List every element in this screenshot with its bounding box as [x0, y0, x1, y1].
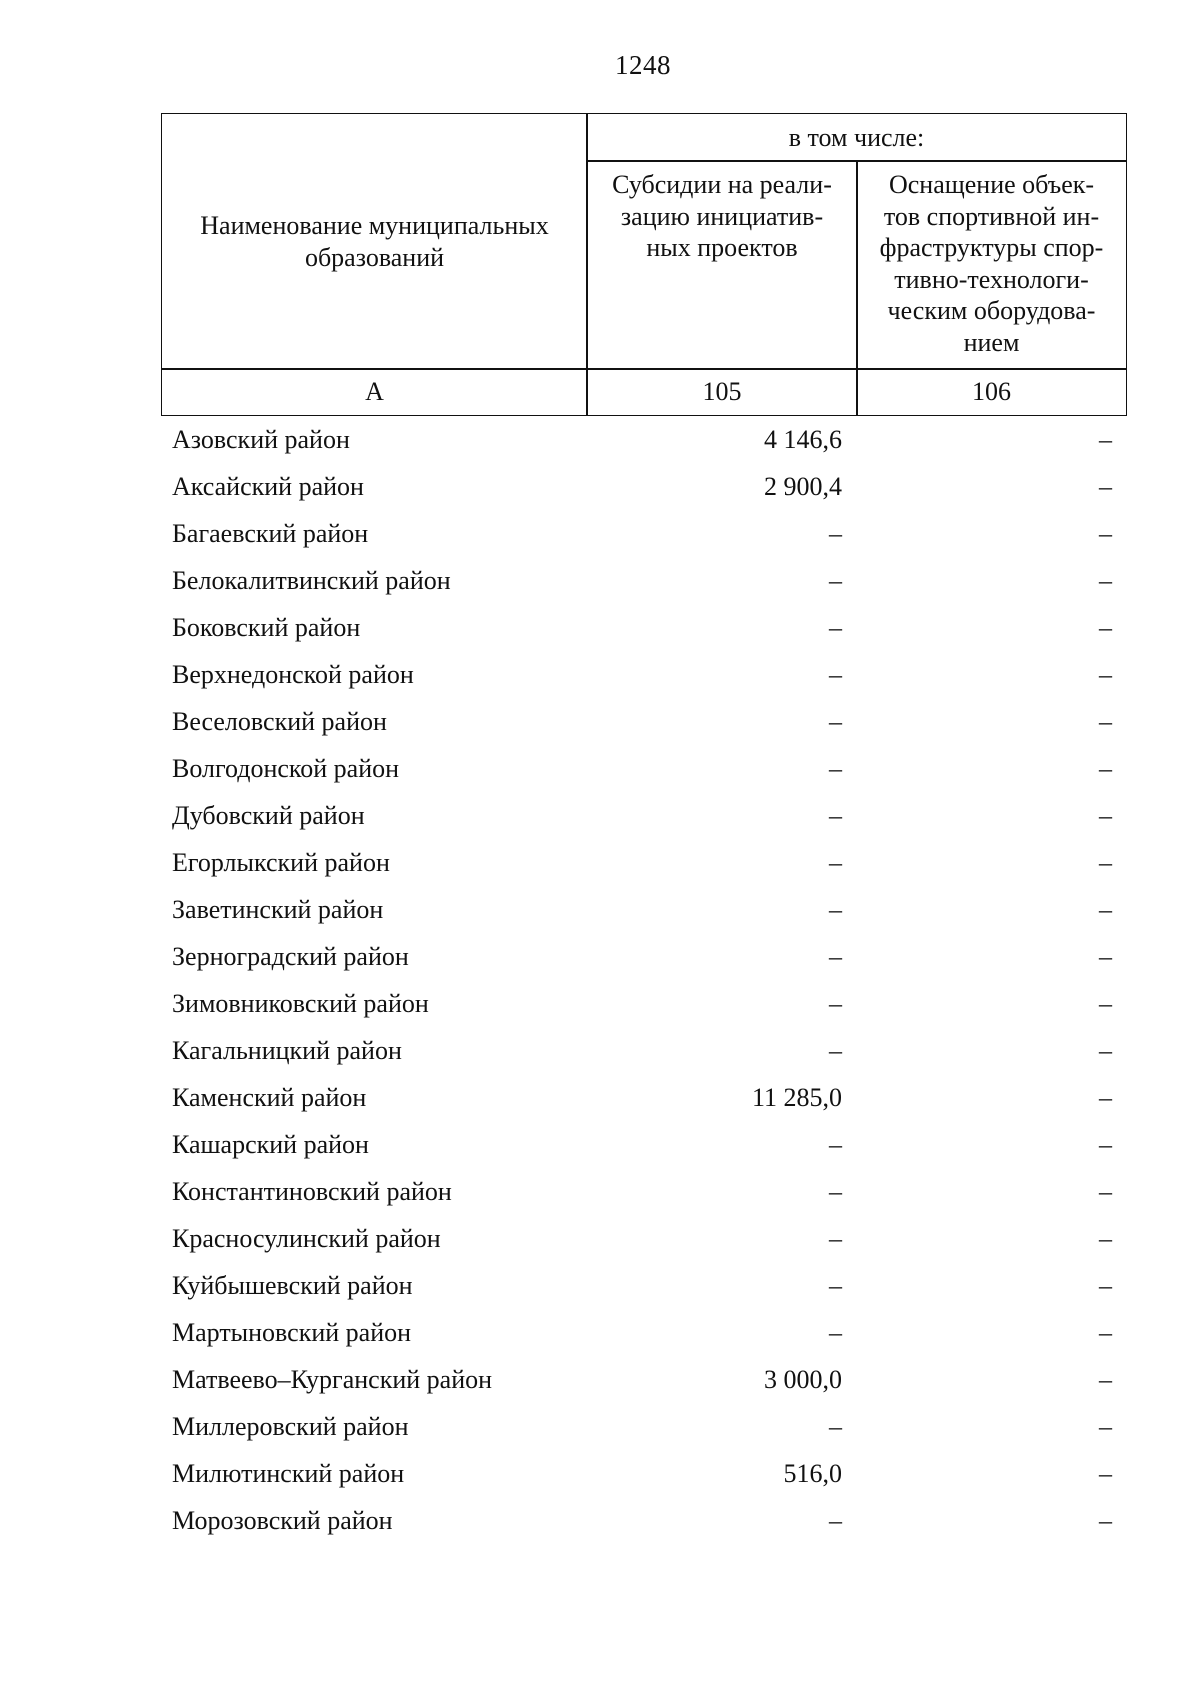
- header-letter-a-label: А: [365, 377, 384, 407]
- row-value-105: 3 000,0: [764, 1365, 842, 1394]
- row-value-105: –: [829, 1224, 842, 1253]
- header-col105-title-line: ных проектов: [646, 233, 798, 262]
- header-column-number-105: [587, 369, 857, 415]
- table-row: [161, 745, 1127, 792]
- row-value-105: –: [829, 754, 842, 783]
- row-name: Зерноградский район: [172, 942, 409, 971]
- row-value-105: –: [829, 895, 842, 924]
- table-row: [161, 510, 1127, 557]
- row-value-106: –: [1099, 989, 1112, 1018]
- row-value-105: –: [829, 660, 842, 689]
- row-value-106: –: [1099, 942, 1112, 971]
- row-name: Матвеево–Курганский район: [172, 1365, 493, 1394]
- row-name: Каменский район: [172, 1083, 367, 1112]
- row-name: Волгодонской район: [172, 754, 400, 783]
- row-value-106: –: [1099, 1036, 1112, 1065]
- row-name: Куйбышевский район: [172, 1271, 413, 1300]
- header-col106-title-line: Оснащение объек-: [888, 170, 1095, 199]
- table-row: [161, 1497, 1127, 1544]
- row-value-105: 2 900,4: [764, 472, 842, 501]
- header-col106-title-line: тивно-технологи-: [894, 264, 1089, 294]
- row-value-106: –: [1099, 1365, 1112, 1394]
- row-value-105: –: [829, 566, 842, 595]
- table-row: [161, 463, 1127, 510]
- row-name: Кашарский район: [172, 1130, 369, 1159]
- row-value-106: –: [1099, 754, 1112, 783]
- row-name: Верхнедонской район: [172, 660, 414, 689]
- row-name: Заветинский район: [172, 895, 384, 924]
- table-row: [161, 980, 1127, 1027]
- table-row: [161, 1356, 1127, 1403]
- row-value-105: –: [829, 801, 842, 830]
- table-row: [161, 1309, 1127, 1356]
- row-value-106: –: [1099, 566, 1112, 595]
- header-col106-title: [857, 161, 1126, 369]
- row-name: Егорлыкский район: [172, 848, 390, 877]
- table-row: [161, 416, 1127, 463]
- table-row: [161, 1403, 1127, 1450]
- row-value-106: –: [1099, 1318, 1112, 1347]
- row-value-105: –: [829, 942, 842, 971]
- header-col105-title-line: Субсидии на реали-: [612, 170, 832, 199]
- row-name: Миллеровский район: [172, 1412, 409, 1441]
- header-letter-a: [162, 369, 587, 415]
- row-value-105: –: [829, 1318, 842, 1347]
- row-value-105: –: [829, 1271, 842, 1300]
- table-row: [161, 792, 1127, 839]
- row-name: Белокалитвинский район: [172, 566, 451, 595]
- table-row: [161, 839, 1127, 886]
- table-row: [161, 1121, 1127, 1168]
- row-value-105: –: [829, 519, 842, 548]
- row-name: Константиновский район: [172, 1177, 452, 1206]
- table-row: [161, 557, 1127, 604]
- table-row: [161, 1074, 1127, 1121]
- row-value-105: –: [829, 613, 842, 642]
- row-value-106: –: [1099, 1177, 1112, 1206]
- row-value-105: 516,0: [783, 1459, 842, 1488]
- header-column-number-105-label: 105: [702, 377, 742, 407]
- table-row: [161, 698, 1127, 745]
- row-value-106: –: [1099, 425, 1112, 454]
- table-row: [161, 1027, 1127, 1074]
- header-including-label: в том числе:: [788, 122, 925, 152]
- row-name: Боковский район: [172, 613, 361, 642]
- row-value-105: –: [829, 1130, 842, 1159]
- row-name: Веселовский район: [172, 707, 387, 736]
- header-name-column-label: Наименование муниципальных образований: [200, 211, 549, 272]
- table-row: [161, 1450, 1127, 1497]
- header-column-number-106: [857, 369, 1126, 415]
- table-header: [161, 113, 1127, 416]
- row-name: Аксайский район: [172, 472, 364, 501]
- row-value-105: 4 146,6: [764, 425, 842, 454]
- row-value-106: –: [1099, 660, 1112, 689]
- row-value-106: –: [1099, 1083, 1112, 1112]
- row-value-106: –: [1099, 1130, 1112, 1159]
- table-row: [161, 933, 1127, 980]
- row-name: Морозовский район: [172, 1506, 393, 1535]
- header-column-number-106-label: 106: [972, 377, 1011, 407]
- header-col106-title-line: ческим оборудова-: [887, 296, 1096, 325]
- row-value-106: –: [1099, 613, 1112, 642]
- row-name: Милютинский район: [172, 1459, 405, 1488]
- row-value-105: –: [829, 848, 842, 877]
- row-value-105: –: [829, 707, 842, 736]
- table-row: [161, 1215, 1127, 1262]
- row-value-106: –: [1099, 848, 1112, 877]
- table-row: [161, 1168, 1127, 1215]
- header-col106-title-line: нием: [963, 327, 1020, 357]
- row-value-106: –: [1099, 1459, 1112, 1488]
- header-name-column: [162, 114, 587, 369]
- row-name: Зимовниковский район: [172, 989, 429, 1018]
- table-body: [161, 416, 1127, 1544]
- table-row: [161, 886, 1127, 933]
- row-value-106: –: [1099, 801, 1112, 830]
- row-value-106: –: [1099, 895, 1112, 924]
- row-value-106: –: [1099, 1506, 1112, 1535]
- table-row: [161, 1262, 1127, 1309]
- page-number: 1248: [615, 50, 671, 80]
- row-value-105: 11 285,0: [751, 1083, 842, 1112]
- header-col105-title-line: зацию инициатив-: [620, 201, 824, 231]
- row-value-106: –: [1099, 519, 1112, 548]
- row-name: Дубовский район: [172, 801, 365, 830]
- row-name: Багаевский район: [172, 519, 369, 548]
- header-col105-title: [587, 161, 857, 369]
- row-name: Кагальницкий район: [172, 1036, 402, 1065]
- row-value-105: –: [829, 1177, 842, 1206]
- row-value-105: –: [829, 1506, 842, 1535]
- row-value-106: –: [1099, 1412, 1112, 1441]
- header-including: [587, 114, 1126, 161]
- row-name: Мартыновский район: [172, 1318, 412, 1347]
- row-value-106: –: [1099, 1271, 1112, 1300]
- table-row: [161, 604, 1127, 651]
- row-value-105: –: [829, 1412, 842, 1441]
- row-name: Азовский район: [172, 425, 350, 454]
- table-row: [161, 651, 1127, 698]
- row-value-106: –: [1099, 1224, 1112, 1253]
- row-value-106: –: [1099, 472, 1112, 501]
- row-name: Красносулинский район: [172, 1224, 441, 1253]
- row-value-106: –: [1099, 707, 1112, 736]
- header-col106-title-line: фраструктуры спор-: [879, 233, 1104, 262]
- header-col106-title-line: тов спортивной ин-: [883, 201, 1100, 231]
- row-value-105: –: [829, 989, 842, 1018]
- row-value-105: –: [829, 1036, 842, 1065]
